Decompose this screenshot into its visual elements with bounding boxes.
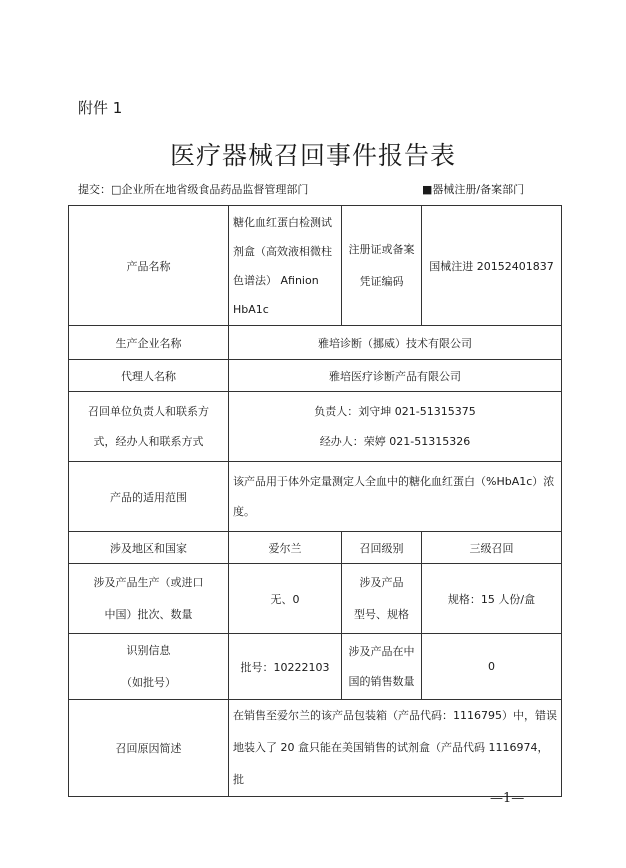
recall-level-value: 三级召回 <box>422 532 562 564</box>
checkbox-filled-icon: ■ <box>422 183 433 196</box>
model-label-line-1: 涉及产品 <box>359 575 404 589</box>
scope-value <box>229 462 562 532</box>
china-sales-value: 0 <box>422 634 562 700</box>
row-agent <box>69 360 562 392</box>
row-manufacturer <box>69 326 562 360</box>
model-value: 规格：15 人份/盒 <box>422 564 562 634</box>
scope-line-1: 该产品用于体外定量测定人全血中的糖化血红蛋白（%HbA1c）浓 <box>233 474 555 488</box>
identification-label <box>69 634 229 700</box>
region-value: 爱尔兰 <box>229 532 342 564</box>
batch-label-line-2: 中国）批次、数量 <box>104 607 193 621</box>
agent-label: 代理人名称 <box>69 360 229 392</box>
batch-value: 无、0 <box>229 564 342 634</box>
batch-label <box>69 564 229 634</box>
scope-label: 产品的适用范围 <box>69 462 229 532</box>
submit-option-provincial: 企业所在地省级食品药品监督管理部门 <box>121 183 309 196</box>
manufacturer-label: 生产企业名称 <box>69 326 229 360</box>
attachment-label: 附件 1 <box>78 99 123 117</box>
row-reason <box>69 700 562 797</box>
batch-label-line-1: 涉及产品生产（或进口 <box>93 575 204 589</box>
submit-line <box>78 181 308 197</box>
product-name-line-2: 剂盒（高效液相微柱 <box>233 244 332 258</box>
model-label <box>342 564 422 634</box>
model-label-line-2: 型号、规格 <box>354 607 409 621</box>
person-in-charge: 负责人：刘守坤 021-51315375 <box>314 404 476 418</box>
checkbox-empty-icon: □ <box>111 183 122 196</box>
row-scope <box>69 462 562 532</box>
contact-value <box>229 392 562 462</box>
product-name-line-1: 糖化血红蛋白检测试 <box>233 215 332 229</box>
product-name-label: 产品名称 <box>69 206 229 326</box>
identification-label-line-1: 识别信息 <box>126 643 171 657</box>
batch-number-value: 批号：10222103 <box>229 634 342 700</box>
registration-label-line-2: 凭证编码 <box>359 274 404 288</box>
contact-label-line-2: 式，经办人和联系方式 <box>93 434 204 448</box>
agent-value: 雅培医疗诊断产品有限公司 <box>229 360 562 392</box>
recall-level-label: 召回级别 <box>342 532 422 564</box>
china-sales-label-line-2: 国的销售数量 <box>348 674 415 688</box>
contact-label <box>69 392 229 462</box>
row-contact <box>69 392 562 462</box>
row-batch <box>69 564 562 634</box>
submit-option-registration-label: 器械注册/备案部门 <box>432 183 525 196</box>
submit-option-registration <box>422 181 524 197</box>
row-identification <box>69 634 562 700</box>
product-name-value <box>229 206 342 326</box>
china-sales-label <box>342 634 422 700</box>
handler: 经办人：荣婷 021-51315326 <box>319 434 471 448</box>
recall-report-table <box>68 205 562 797</box>
registration-value: 国械注进 20152401837 <box>422 206 562 326</box>
identification-label-line-2: （如批号） <box>121 675 176 689</box>
reason-line-1: 在销售至爱尔兰的该产品包装箱（产品代码：1116795）中，错误 <box>233 709 557 722</box>
submit-prefix: 提交： <box>78 183 111 196</box>
scope-line-2: 度。 <box>233 504 255 518</box>
reason-line-2: 地装入了 20 盒只能在美国销售的试剂盒（产品代码 1116974，批 <box>233 741 549 786</box>
row-product-name <box>69 206 562 326</box>
reason-value <box>229 700 562 797</box>
region-label: 涉及地区和国家 <box>69 532 229 564</box>
product-name-line-4: HbA1c <box>233 302 269 316</box>
row-region <box>69 532 562 564</box>
registration-label-line-1: 注册证或备案 <box>348 242 415 256</box>
china-sales-label-line-1: 涉及产品在中 <box>348 644 415 658</box>
manufacturer-value: 雅培诊断（挪威）技术有限公司 <box>229 326 562 360</box>
registration-label <box>342 206 422 326</box>
page-number: —1— <box>490 791 525 806</box>
reason-label: 召回原因简述 <box>69 700 229 797</box>
contact-label-line-1: 召回单位负责人和联系方 <box>88 404 209 418</box>
document-title: 医疗器械召回事件报告表 <box>169 141 456 170</box>
product-name-line-3: 色谱法） Afinion <box>233 273 319 287</box>
